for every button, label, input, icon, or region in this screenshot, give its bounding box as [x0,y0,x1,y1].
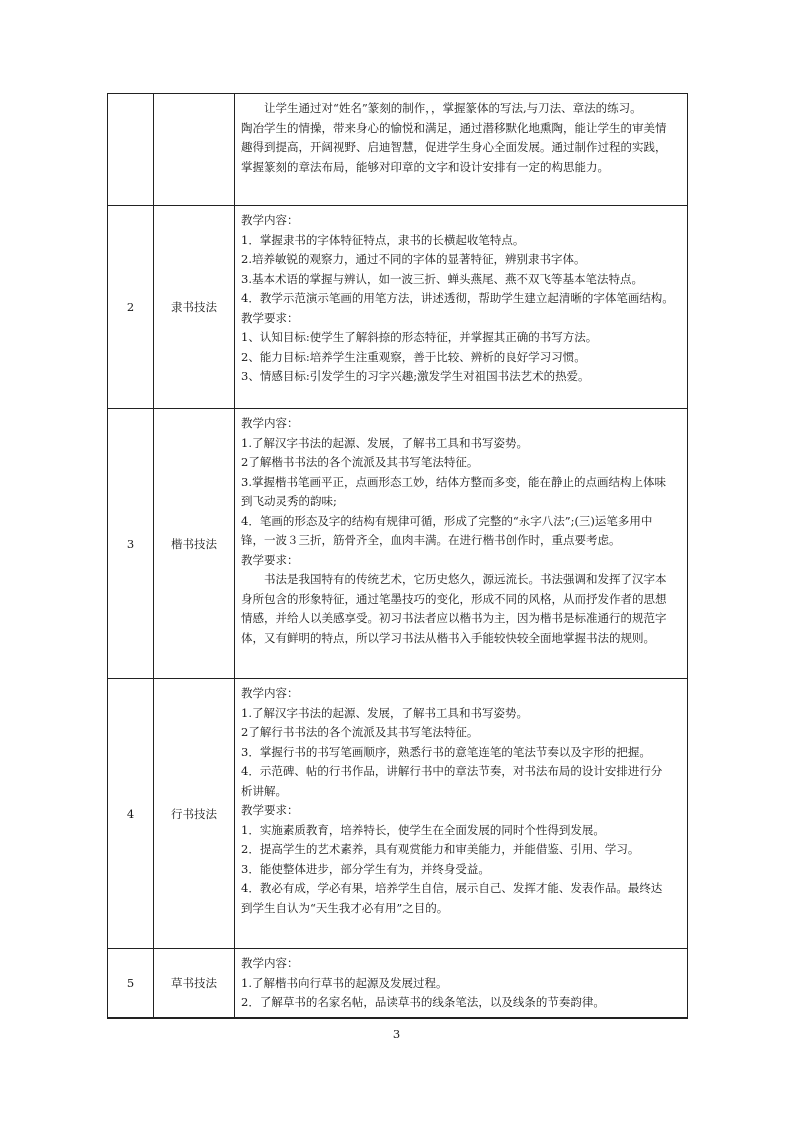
table-row [108,409,688,679]
content-line: 锋，一波３三折，筋骨齐全，血肉丰满。在进行楷书创作时，重点要考虑。 [241,533,621,547]
content-line: 体，又有鲜明的特点，所以学习书法从楷书入手能较快较全面地掌握书法的规则。 [241,630,655,645]
content-line: 析讲解。 [241,783,287,798]
content-cell [235,949,688,1018]
content-line: 到飞动灵秀的韵味; [241,494,337,508]
content-line: 4．教必有成，学必有果，培养学生自信，展示自己、发挥才能、发表作品。最终达 [241,881,663,895]
content-line: 到学生自认为“天生我才必有用”之目的。 [241,900,449,915]
content-line: 2了解楷书书法的各个流派及其书写笔法特征。 [241,455,479,469]
content-line: 教学内容： [241,416,299,430]
content-line: 1.了解楷书向行草书的起源及发展过程。 [241,975,448,990]
content-line: 身所包含的形象特征，通过笔墨技巧的变化，形成不同的风格，从而抒发作者的思想 [241,591,667,606]
content-line: 4．教学示范演示笔画的用笔方法，讲述透彻，帮助学生建立起清晰的字体笔画结构。 [241,291,674,305]
topic-name-cell: 草书技法 [154,949,235,1018]
page-number: 3 [392,1027,401,1041]
content-line: 2．了解草书的名家名帖，品读草书的线条笔法，以及线条的节奏韵律。 [241,995,605,1009]
content-line: 1.了解汉字书法的起源、发展，了解书工具和书写姿势。 [241,705,528,720]
row-number-cell: 5 [108,949,154,1018]
content-line: 教学内容： [241,686,299,700]
table-row [108,206,688,409]
table-row [108,94,688,206]
content-line: 教学内容： [241,956,299,970]
content-line: 1.了解汉字书法的起源、发展，了解书工具和书写姿势。 [241,435,528,450]
content-line: 书法是我国特有的传统艺术，它历史悠久，源远流长。书法强调和发挥了汉字本 [264,572,667,586]
content-line: 1、认知目标:使学生了解斜捺的形态特征，并掌握其正确的书写方法。 [241,330,598,344]
content-line: 3.基本术语的掌握与辨认，如一波三折、蝉头燕尾、燕不双飞等基本笔法特点。 [241,271,643,286]
content-line: 趣得到提高，开阔视野、启迪智慧，促进学生身心全面发展。通过制作过程的实践， [241,140,667,154]
content-line: 2了解行书书法的各个流派及其书写笔法特征。 [241,725,479,739]
topic-name-cell: 隶书技法 [154,206,235,409]
row-number-cell: 4 [108,679,154,949]
topic-name-cell: 行书技法 [154,679,235,949]
content-line: 掌握篆刻的章法布局，能够对印章的文字和设计安排有一定的构思能力。 [241,159,609,174]
content-line: 陶冶学生的情操，带来身心的愉悦和满足，通过潜移默化地熏陶，能让学生的审美情 [241,120,667,135]
table-row [108,679,688,949]
row-number-cell: 3 [108,409,154,679]
content-line: 教学要求： [241,803,299,817]
content-line: 2、能力目标:培养学生注重观察，善于比较、辨析的良好学习习惯。 [241,349,586,364]
row-number-cell: 2 [108,206,154,409]
content-line: 教学要求： [241,310,299,325]
content-line: 1．实施素质教育，培养特长，使学生在全面发展的同时个性得到发展。 [241,822,605,837]
content-line: 2．提高学生的艺术素养，具有观赏能力和审美能力，并能借鉴、引用、学习。 [241,842,640,856]
table-row [108,949,688,1018]
content-line: 4．笔画的形态及字的结构有规律可循，形成了完整的“永字八法”;(三)运笔多用中 [241,513,653,528]
content-line: 2.培养敏锐的观察力，通过不同的字体的显著特征，辨别隶书字体。 [241,252,586,266]
content-line: 4．示范碑、帖的行书作品，讲解行书中的章法节奏，对书法布局的设计安排进行分 [241,764,663,778]
topic-name-cell: 楷书技法 [154,409,235,679]
content-cell [235,94,688,206]
content-line: 3、情感目标:引发学生的习字兴趣;激发学生对祖国书法艺术的热爱。 [241,369,590,383]
content-line: 1．掌握隶书的字体特征特点，隶书的长横起收笔特点。 [241,232,525,247]
content-cell [235,409,688,679]
content-cell [235,679,688,949]
content-line: 教学内容： [241,213,299,227]
content-line: 教学要求： [241,552,299,567]
content-line: 情感，并给人以美感享受。初习书法者应以楷书为主，因为楷书是标准通行的规范字 [241,611,667,625]
content-cell [235,206,688,409]
content-line: 3．能使整体进步，部分学生有为，并终身受益。 [241,861,490,876]
content-line: 3.掌握楷书笔画平正，点画形态工妙，结体方整而多变，能在静止的点画结构上体味 [241,474,666,489]
curriculum-table [107,93,688,1019]
content-line: 让学生通过对“姓名”篆刻的制作，，掌握篆体的写法,与刀法、章法的练习。 [264,101,642,115]
topic-name-cell [154,94,235,206]
content-line: 3．掌握行书的书写笔画顺序，熟悉行书的意笔连笔的笔法节奏以及字形的把握。 [241,744,651,759]
row-number-cell [108,94,154,206]
